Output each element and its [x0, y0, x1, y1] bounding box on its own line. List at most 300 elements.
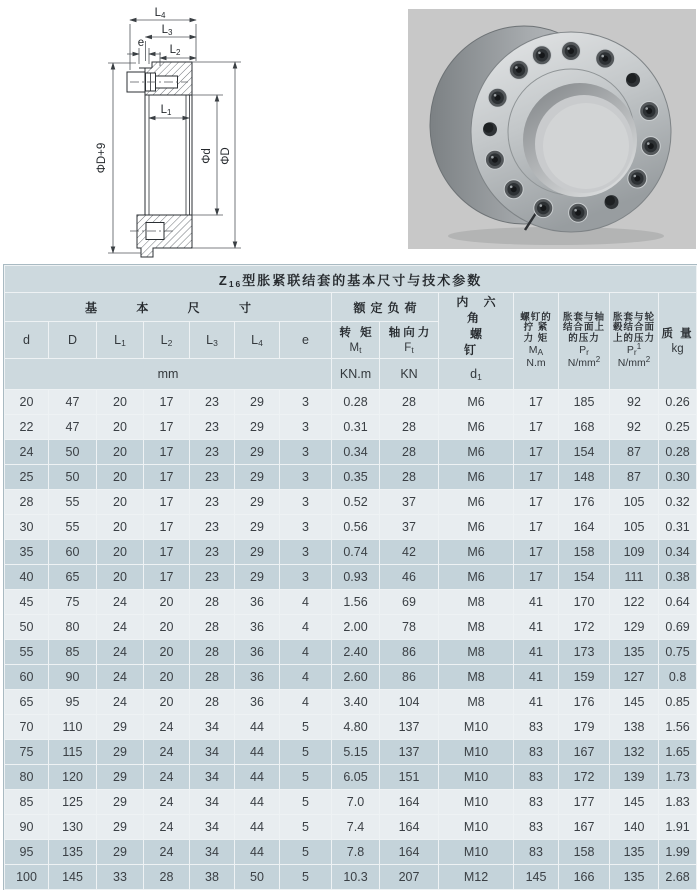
group-rated-load: 额定负荷: [332, 293, 439, 322]
table-cell: 23: [190, 415, 235, 440]
table-cell: 166: [559, 865, 610, 890]
table-cell: 120: [49, 765, 97, 790]
table-cell: 29: [97, 765, 144, 790]
table-cell: 2.40: [332, 640, 380, 665]
col-L1: $L_1$: [97, 322, 144, 359]
label-L2: L2: [169, 44, 181, 57]
table-cell: 5: [280, 765, 332, 790]
table-row: [5, 640, 697, 665]
table-cell: 40: [5, 565, 49, 590]
table-cell: 1.99: [659, 840, 697, 865]
table-cell: 24: [97, 640, 144, 665]
table-cell: 34: [190, 715, 235, 740]
table-cell: 28: [190, 640, 235, 665]
table-cell: 29: [235, 490, 280, 515]
table-cell: M6: [439, 540, 514, 565]
table-cell: 5: [280, 865, 332, 890]
col-L3: $L_3$: [190, 322, 235, 359]
table-cell: 41: [514, 590, 559, 615]
col-e: e: [280, 322, 332, 359]
table-cell: 129: [610, 615, 659, 640]
table-cell: M12: [439, 865, 514, 890]
table-cell: 168: [559, 415, 610, 440]
table-cell: 0.75: [659, 640, 697, 665]
table-cell: 34: [190, 765, 235, 790]
table-cell: 24: [144, 790, 190, 815]
table-cell: 83: [514, 790, 559, 815]
col-pressure-shaft: 胀套与轴 结合面上 的压力 $P_r$ $N/mm^2$: [559, 293, 610, 390]
group-basic-dimensions: 基 本 尺 寸: [5, 293, 332, 322]
table-cell: 20: [97, 540, 144, 565]
table-cell: 207: [380, 865, 439, 890]
table-cell: 10.3: [332, 865, 380, 890]
table-cell: 44: [235, 815, 280, 840]
table-cell: 3: [280, 390, 332, 415]
table-cell: 28: [144, 865, 190, 890]
table-cell: 23: [190, 490, 235, 515]
table-cell: 0.26: [659, 390, 697, 415]
table-cell: 137: [380, 740, 439, 765]
table-cell: 75: [49, 590, 97, 615]
col-tightening-torque: 螺钉的 拧 紧 力 矩 $M_A$ N.m: [514, 293, 559, 390]
table-cell: 135: [610, 865, 659, 890]
table-cell: 24: [97, 665, 144, 690]
table-cell: 20: [97, 440, 144, 465]
table-cell: 145: [514, 865, 559, 890]
table-cell: M8: [439, 615, 514, 640]
table-cell: 167: [559, 740, 610, 765]
table-cell: 24: [5, 440, 49, 465]
table-cell: 5: [280, 740, 332, 765]
table-cell: M8: [439, 640, 514, 665]
table-cell: 29: [97, 715, 144, 740]
table-cell: 36: [235, 690, 280, 715]
table-cell: 135: [610, 840, 659, 865]
table-cell: 24: [144, 815, 190, 840]
table-cell: 110: [49, 715, 97, 740]
table-cell: 1.65: [659, 740, 697, 765]
table-cell: 0.52: [332, 490, 380, 515]
table-cell: 135: [610, 640, 659, 665]
table-cell: 95: [49, 690, 97, 715]
table-cell: 75: [5, 740, 49, 765]
table-cell: 17: [144, 415, 190, 440]
col-mass: 质 量 kg: [659, 293, 697, 390]
table-cell: 132: [610, 740, 659, 765]
table-cell: 17: [144, 465, 190, 490]
table-cell: 104: [380, 690, 439, 715]
table-cell: 65: [5, 690, 49, 715]
table-cell: 36: [235, 665, 280, 690]
table-cell: 173: [559, 640, 610, 665]
table-cell: M6: [439, 465, 514, 490]
table-cell: 34: [190, 790, 235, 815]
table-cell: 0.25: [659, 415, 697, 440]
table-cell: M6: [439, 440, 514, 465]
col-hex-screw: 内 六 角 螺 钉: [439, 293, 514, 359]
unit-kn: KN: [380, 359, 439, 390]
table-cell: M6: [439, 390, 514, 415]
table-cell: 105: [610, 515, 659, 540]
table-cell: 151: [380, 765, 439, 790]
table-cell: 17: [514, 490, 559, 515]
table-cell: 1.56: [659, 715, 697, 740]
table-cell: 78: [380, 615, 439, 640]
table-row: [5, 390, 697, 415]
table-cell: 50: [235, 865, 280, 890]
table-cell: 83: [514, 815, 559, 840]
table-cell: 0.85: [659, 690, 697, 715]
table-row: [5, 815, 697, 840]
table-cell: 23: [190, 440, 235, 465]
table-cell: 17: [144, 540, 190, 565]
table-cell: 3.40: [332, 690, 380, 715]
table-cell: 17: [514, 390, 559, 415]
table-cell: 44: [235, 840, 280, 865]
table-cell: 80: [5, 765, 49, 790]
table-cell: 0.8: [659, 665, 697, 690]
table-cell: 86: [380, 665, 439, 690]
table-cell: 17: [514, 515, 559, 540]
table-cell: 1.83: [659, 790, 697, 815]
label-phiD: ΦD: [220, 147, 232, 165]
table-cell: 5.15: [332, 740, 380, 765]
table-cell: 0.34: [659, 540, 697, 565]
table-cell: 20: [97, 515, 144, 540]
table-cell: 44: [235, 790, 280, 815]
table-cell: 24: [144, 715, 190, 740]
table-cell: 90: [49, 665, 97, 690]
table-cell: 3: [280, 440, 332, 465]
table-cell: 164: [380, 790, 439, 815]
table-cell: M10: [439, 815, 514, 840]
table-cell: 23: [190, 540, 235, 565]
table-cell: 4: [280, 690, 332, 715]
table-body: [5, 390, 697, 890]
table-cell: M6: [439, 565, 514, 590]
table-cell: 7.8: [332, 840, 380, 865]
table-cell: 0.28: [332, 390, 380, 415]
table-title: $Z_{16}$型胀紧联结套的基本尺寸与技术参数: [5, 266, 697, 293]
table-cell: 29: [235, 440, 280, 465]
table-cell: 24: [97, 590, 144, 615]
table-row: [5, 590, 697, 615]
table-cell: 167: [559, 815, 610, 840]
table-cell: 4.80: [332, 715, 380, 740]
table-cell: 55: [49, 490, 97, 515]
table-cell: 87: [610, 440, 659, 465]
table-cell: 44: [235, 765, 280, 790]
label-L4: L4: [154, 7, 166, 20]
table-cell: 55: [49, 515, 97, 540]
table-cell: 158: [559, 540, 610, 565]
table-cell: 83: [514, 715, 559, 740]
col-L2: $L_2$: [144, 322, 190, 359]
table-cell: 4: [280, 615, 332, 640]
table-cell: 1.91: [659, 815, 697, 840]
table-cell: 172: [559, 615, 610, 640]
table-cell: 17: [514, 440, 559, 465]
table-cell: 29: [97, 815, 144, 840]
table-cell: 20: [5, 390, 49, 415]
table-cell: 25: [5, 465, 49, 490]
table-cell: 28: [380, 415, 439, 440]
table-cell: 6.05: [332, 765, 380, 790]
table-cell: 20: [144, 615, 190, 640]
table-cell: 83: [514, 840, 559, 865]
table-cell: 70: [5, 715, 49, 740]
table-row: [5, 465, 697, 490]
table-cell: 105: [610, 490, 659, 515]
col-d: d: [5, 322, 49, 359]
table-cell: 65: [49, 565, 97, 590]
table-cell: 83: [514, 765, 559, 790]
table-cell: 5: [280, 815, 332, 840]
table-cell: 44: [235, 715, 280, 740]
table-row: [5, 665, 697, 690]
table-row: [5, 865, 697, 890]
table-cell: 23: [190, 390, 235, 415]
product-photo: [408, 9, 696, 249]
table-cell: 7.0: [332, 790, 380, 815]
table-cell: 17: [514, 465, 559, 490]
table-cell: 47: [49, 390, 97, 415]
table-cell: 80: [49, 615, 97, 640]
table-cell: 29: [235, 465, 280, 490]
table-cell: 158: [559, 840, 610, 865]
table-cell: 28: [5, 490, 49, 515]
table-cell: 22: [5, 415, 49, 440]
unit-mm: mm: [5, 359, 332, 390]
table-cell: 41: [514, 640, 559, 665]
table-cell: 46: [380, 565, 439, 590]
table-cell: 20: [144, 590, 190, 615]
table-cell: 145: [49, 865, 97, 890]
table-cell: 24: [97, 615, 144, 640]
table-cell: 139: [610, 765, 659, 790]
table-cell: 2.68: [659, 865, 697, 890]
table-cell: M10: [439, 840, 514, 865]
table-cell: 164: [380, 840, 439, 865]
table-cell: 92: [610, 390, 659, 415]
table-cell: 29: [235, 415, 280, 440]
table-cell: 179: [559, 715, 610, 740]
table-cell: 137: [380, 715, 439, 740]
table-cell: 0.34: [332, 440, 380, 465]
table-cell: M6: [439, 515, 514, 540]
table-row: [5, 615, 697, 640]
table-cell: 17: [144, 390, 190, 415]
table-cell: 100: [5, 865, 49, 890]
table-row: [5, 490, 697, 515]
table-cell: 28: [190, 690, 235, 715]
table-cell: 0.35: [332, 465, 380, 490]
table-row: [5, 690, 697, 715]
table-cell: 29: [97, 790, 144, 815]
table-cell: 20: [144, 640, 190, 665]
table-cell: 60: [49, 540, 97, 565]
table-cell: 0.30: [659, 465, 697, 490]
col-L4: $L_4$: [235, 322, 280, 359]
table-cell: 17: [514, 540, 559, 565]
table-cell: 4: [280, 665, 332, 690]
table-cell: 33: [97, 865, 144, 890]
table-cell: 20: [97, 565, 144, 590]
table-cell: 24: [144, 740, 190, 765]
table-cell: M8: [439, 690, 514, 715]
table-cell: 20: [144, 665, 190, 690]
table-cell: 20: [97, 390, 144, 415]
table-cell: 5: [280, 790, 332, 815]
table-cell: 28: [380, 390, 439, 415]
table-cell: 28: [380, 440, 439, 465]
table-cell: 29: [235, 565, 280, 590]
table-cell: 85: [49, 640, 97, 665]
table-cell: 5: [280, 840, 332, 865]
table-cell: 34: [190, 740, 235, 765]
table-row: [5, 540, 697, 565]
table-cell: 3: [280, 515, 332, 540]
table-cell: 69: [380, 590, 439, 615]
table-cell: 135: [49, 840, 97, 865]
table-cell: 17: [144, 490, 190, 515]
table-cell: 90: [5, 815, 49, 840]
table-cell: 87: [610, 465, 659, 490]
table-cell: 85: [5, 790, 49, 815]
table-cell: 24: [97, 690, 144, 715]
table-cell: 3: [280, 540, 332, 565]
col-axial-force: 轴向力 $F_t$: [380, 322, 439, 359]
table-row: [5, 565, 697, 590]
table-cell: M8: [439, 665, 514, 690]
table-cell: 0.56: [332, 515, 380, 540]
table-cell: 138: [610, 715, 659, 740]
table-cell: 177: [559, 790, 610, 815]
table-cell: 148: [559, 465, 610, 490]
table-cell: 1.56: [332, 590, 380, 615]
label-e: e: [137, 37, 145, 49]
spec-table: [4, 265, 697, 890]
label-L3: L3: [161, 24, 173, 37]
table-cell: 95: [5, 840, 49, 865]
table-cell: 35: [5, 540, 49, 565]
table-cell: 23: [190, 565, 235, 590]
table-cell: 50: [49, 465, 97, 490]
table-cell: 29: [235, 540, 280, 565]
table-cell: 122: [610, 590, 659, 615]
table-cell: 17: [514, 415, 559, 440]
table-cell: 50: [49, 440, 97, 465]
table-cell: 0.31: [332, 415, 380, 440]
table-cell: 17: [514, 565, 559, 590]
table-row: [5, 740, 697, 765]
table-cell: 159: [559, 665, 610, 690]
label-L1: L1: [160, 104, 172, 117]
table-cell: 0.32: [659, 490, 697, 515]
table-cell: 20: [97, 415, 144, 440]
table-cell: 3: [280, 565, 332, 590]
table-cell: 20: [144, 690, 190, 715]
table-cell: 176: [559, 490, 610, 515]
table-cell: 34: [190, 840, 235, 865]
table-cell: 86: [380, 640, 439, 665]
col-D: D: [49, 322, 97, 359]
table-cell: 36: [235, 590, 280, 615]
table-cell: M10: [439, 740, 514, 765]
table-cell: 29: [97, 740, 144, 765]
table-cell: 17: [144, 515, 190, 540]
table-cell: 29: [235, 515, 280, 540]
table-row: [5, 840, 697, 865]
table-cell: 145: [610, 790, 659, 815]
table-cell: 92: [610, 415, 659, 440]
table-cell: 2.00: [332, 615, 380, 640]
spec-table-wrap: [3, 264, 697, 890]
table-cell: 154: [559, 565, 610, 590]
cross-section-drawing: [0, 0, 340, 262]
table-cell: 145: [610, 690, 659, 715]
table-cell: 164: [559, 515, 610, 540]
table-cell: 17: [144, 440, 190, 465]
table-cell: 5: [280, 715, 332, 740]
table-cell: 23: [190, 465, 235, 490]
table-row: [5, 715, 697, 740]
table-cell: 185: [559, 390, 610, 415]
table-cell: 23: [190, 515, 235, 540]
table-cell: 2.60: [332, 665, 380, 690]
table-cell: 47: [49, 415, 97, 440]
part-section: [127, 62, 192, 258]
table-cell: 29: [97, 840, 144, 865]
table-row: [5, 515, 697, 540]
table-cell: 30: [5, 515, 49, 540]
table-cell: 41: [514, 665, 559, 690]
table-cell: 24: [144, 765, 190, 790]
table-row: [5, 765, 697, 790]
label-phid: Φd: [201, 148, 213, 164]
table-cell: 130: [49, 815, 97, 840]
table-cell: 41: [514, 690, 559, 715]
table-cell: 127: [610, 665, 659, 690]
table-cell: 0.74: [332, 540, 380, 565]
table-cell: 44: [235, 740, 280, 765]
table-cell: 60: [5, 665, 49, 690]
table-cell: 3: [280, 465, 332, 490]
table-cell: 20: [97, 465, 144, 490]
table-cell: 28: [190, 665, 235, 690]
table-cell: 50: [5, 615, 49, 640]
table-cell: 7.4: [332, 815, 380, 840]
table-cell: 28: [380, 465, 439, 490]
table-cell: 125: [49, 790, 97, 815]
table-cell: 170: [559, 590, 610, 615]
table-cell: 38: [190, 865, 235, 890]
table-cell: 17: [144, 565, 190, 590]
table-cell: 164: [380, 815, 439, 840]
table-cell: 154: [559, 440, 610, 465]
table-cell: M6: [439, 490, 514, 515]
table-cell: 1.73: [659, 765, 697, 790]
table-cell: 4: [280, 640, 332, 665]
table-cell: 140: [610, 815, 659, 840]
unit-knm: KN.m: [332, 359, 380, 390]
table-row: [5, 415, 697, 440]
table-cell: M8: [439, 590, 514, 615]
table-cell: 0.31: [659, 515, 697, 540]
table-cell: 111: [610, 565, 659, 590]
table-cell: 55: [5, 640, 49, 665]
table-cell: 176: [559, 690, 610, 715]
